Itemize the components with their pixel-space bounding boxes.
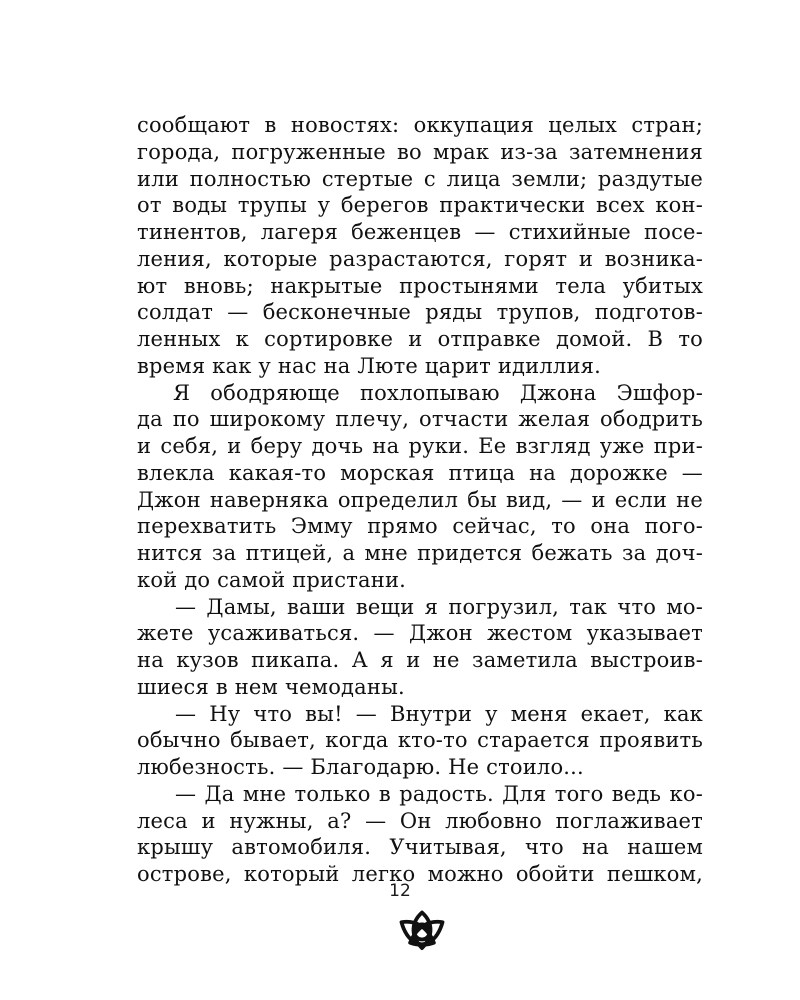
text-line: солдат — бесконечные ряды трупов, подготов- [137, 300, 703, 325]
text-line: или полностью стертые с лица земли; раздутые [137, 166, 703, 191]
text-line: — Да мне только в радость. Для того ведь ко- [175, 781, 703, 806]
text-line: на кузов пикапа. А я и не заметила выстроив- [137, 648, 703, 672]
text-line: время как у нас на Люте царит идиллия. [137, 353, 601, 378]
text-line: тинентов, лагеря беженцев — стихийные посе- [137, 220, 703, 244]
text-line: обычно бывает, когда кто-то старается проявить [137, 728, 703, 753]
text-line: ления, которые разрастаются, горят и возника- [137, 246, 703, 271]
text-line: любезность. — Благодарю. Не стоило... [137, 755, 584, 779]
text-line: перехватить Эмму прямо сейчас, то она пого- [137, 514, 703, 539]
text-line: нится за птицей, а мне придется бежать за доч- [137, 541, 703, 565]
text-line: города, погруженные во мрак из-за затемнения [137, 139, 703, 164]
text-line: от воды трупы у берегов практически всех кон- [137, 193, 703, 218]
text-line: острове, который легко можно обойти пешком, [137, 862, 703, 886]
text-line: — Дамы, ваши вещи я погрузил, так что мо- [175, 594, 703, 619]
body-text [137, 112, 703, 888]
text-line: влекла какая-то морская птица на дорожке — [137, 460, 703, 485]
text-line: да по широкому плечу, отчасти желая ободрить [137, 407, 703, 432]
text-line: шиеся в нем чемоданы. [137, 674, 405, 699]
text-line: и себя, и беру дочь на руки. Ее взгляд уже при- [137, 434, 703, 458]
text-line: леса и нужны, а? — Он любовно поглаживает [137, 808, 703, 833]
text-line: сообщают в новостях: оккупация целых стран; [137, 113, 703, 137]
text-line: ленных к сортировке и отправке домой. В то [137, 327, 703, 351]
text-line: ют вновь; накрытые простынями тела убитых [137, 273, 703, 298]
text-line: крышу автомобиля. Учитывая, что на нашем [137, 835, 703, 860]
text-line: — Ну что вы! — Внутри у меня екает, как [175, 701, 703, 726]
text-line: кой до самой пристани. [137, 567, 407, 592]
page-number: 12 [389, 881, 411, 901]
text-line: Джон наверняка определил бы вид, — и если не [137, 487, 703, 512]
text-line: жете усаживаться. — Джон жестом указывает [137, 621, 703, 646]
text-line: Я ободряюще похлопываю Джона Эшфор- [173, 380, 703, 405]
celtic-triquetra-icon [395, 906, 449, 960]
